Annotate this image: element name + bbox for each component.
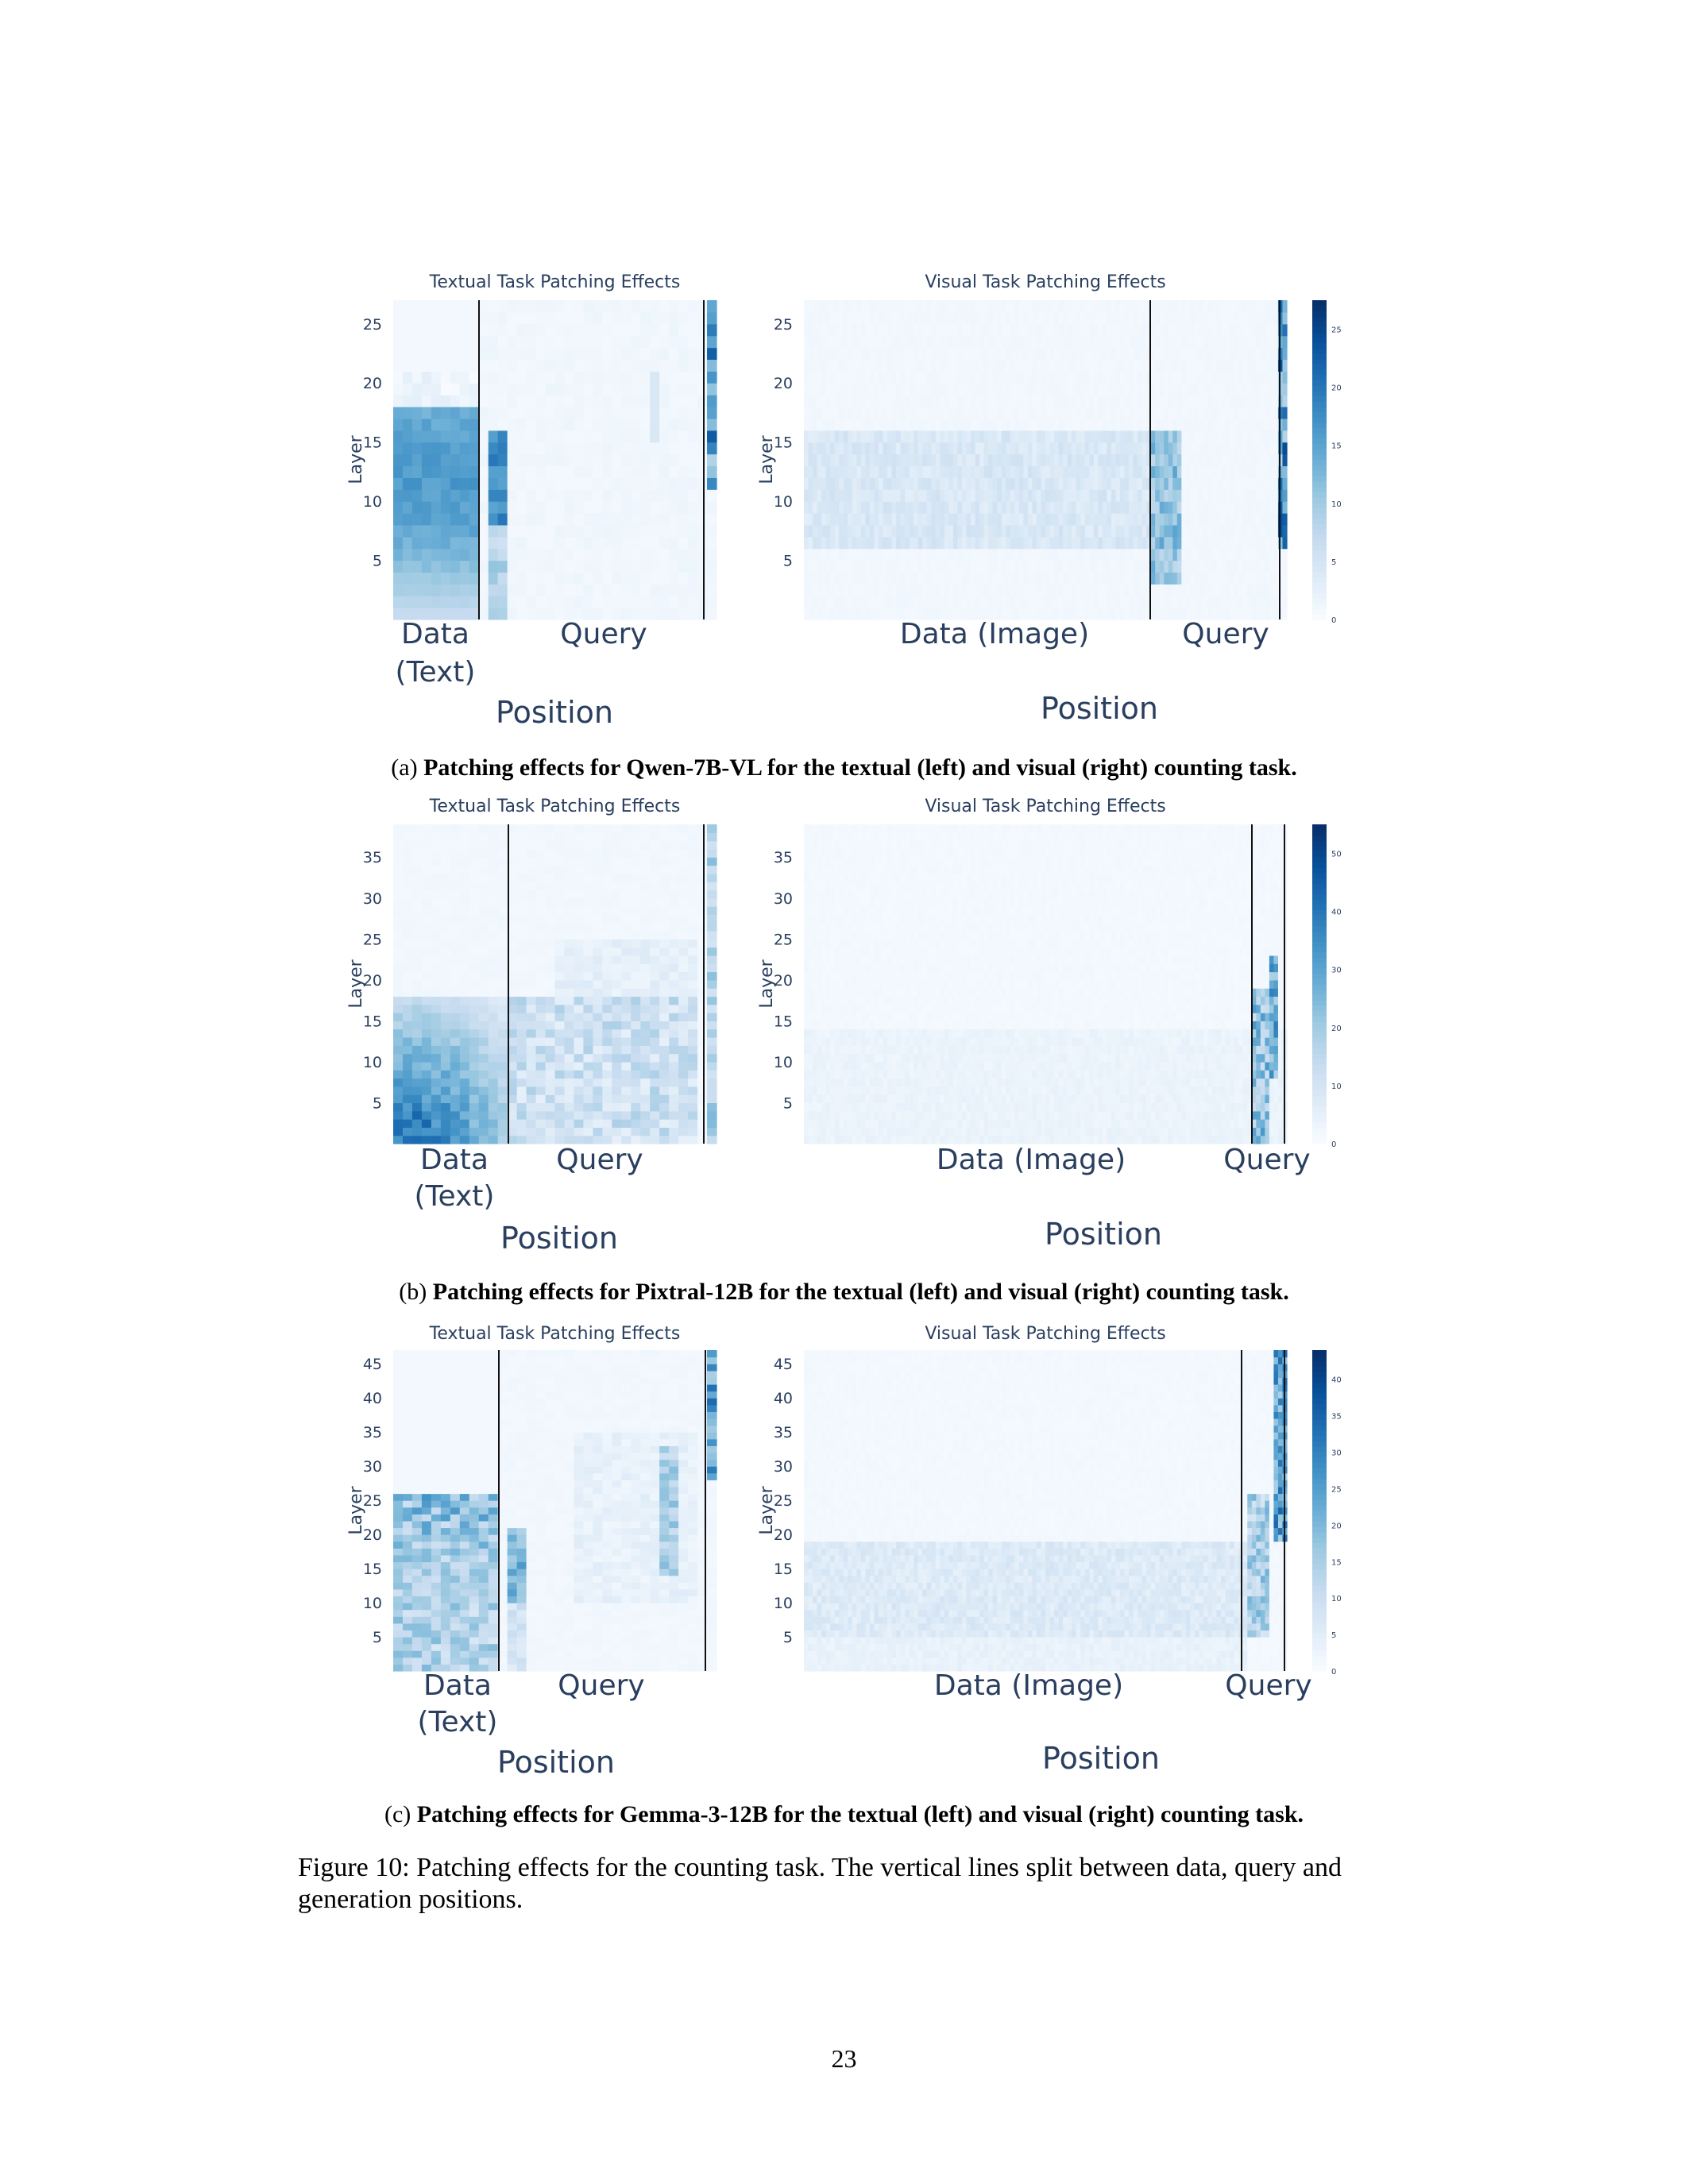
colorbar	[1312, 1350, 1342, 1677]
y-tick-label: 5	[372, 552, 382, 570]
y-tick-label: 10	[773, 1595, 793, 1613]
y-tick-label: 25	[773, 1492, 793, 1511]
y-tick-label: 10	[362, 1595, 382, 1613]
chart-title: Textual Task Patching Effects	[429, 797, 681, 816]
region-label-data: (Text)	[417, 1706, 498, 1738]
colorbar-tick-label: 15	[1331, 442, 1342, 451]
y-tick-label: 5	[782, 1094, 793, 1113]
colorbar-tick-label: 50	[1331, 850, 1342, 859]
x-axis-label: Position	[500, 1221, 618, 1256]
y-tick-label: 40	[362, 1390, 382, 1408]
x-axis-label: Position	[1042, 1741, 1160, 1776]
textual-heatmap	[346, 1324, 717, 1780]
y-tick-label: 20	[362, 1526, 382, 1545]
y-tick-label: 20	[773, 1526, 793, 1545]
colorbar-tick-label: 15	[1331, 1558, 1342, 1568]
y-tick-label: 20	[362, 971, 382, 990]
chart-title: Visual Task Patching Effects	[925, 797, 1166, 816]
y-tick-label: 10	[362, 1053, 382, 1071]
colorbar-tick-label: 20	[1331, 384, 1342, 393]
colorbar-tick-label: 40	[1331, 1376, 1342, 1385]
colorbar-tick-label: 30	[1331, 1449, 1342, 1458]
y-tick-label: 30	[362, 889, 382, 908]
colorbar-tick-label: 10	[1331, 1595, 1342, 1604]
caption-c	[0, 1801, 1688, 1828]
y-tick-label: 10	[773, 1053, 793, 1071]
y-tick-label: 15	[362, 1013, 382, 1031]
y-tick-label: 20	[773, 375, 793, 393]
y-tick-label: 45	[773, 1356, 793, 1374]
y-tick-label: 40	[773, 1390, 793, 1408]
chart-title: Textual Task Patching Effects	[429, 272, 681, 292]
y-tick-label: 35	[362, 849, 382, 867]
x-axis-label: Position	[1041, 691, 1158, 726]
colorbar-tick-label: 35	[1331, 1412, 1342, 1422]
caption-b-label: (b)	[399, 1279, 427, 1305]
y-tick-label: 10	[773, 493, 793, 511]
region-label-data: Data (Image)	[899, 618, 1090, 650]
y-tick-label: 5	[372, 1094, 382, 1113]
x-axis-label: Position	[1045, 1217, 1162, 1252]
y-axis-label: Layer	[757, 959, 777, 1009]
region-label-data: (Text)	[395, 656, 476, 689]
y-tick-label: 25	[362, 1492, 382, 1511]
region-label-query: Query	[560, 618, 647, 650]
colorbar-tick-label: 5	[1331, 1631, 1337, 1641]
caption-b-text: Patching effects for Pixtral-12B for the textual (left) and visual (right) counting task.	[432, 1279, 1289, 1305]
region-label-data: (Text)	[414, 1180, 495, 1213]
x-axis-label: Position	[496, 695, 613, 730]
y-tick-label: 5	[372, 1629, 382, 1647]
region-label-query: Query	[558, 1669, 645, 1702]
colorbar-tick-label: 20	[1331, 1522, 1342, 1531]
colorbar-tick-label: 25	[1331, 326, 1342, 335]
region-label-data: Data	[420, 1144, 489, 1176]
y-tick-label: 30	[362, 1458, 382, 1476]
figure-caption: Figure 10: Patching effects for the counting task. The vertical lines split between data, query and generation positions.	[298, 1853, 1342, 1914]
colorbar-tick-label: 20	[1331, 1024, 1342, 1033]
y-tick-label: 20	[773, 971, 793, 990]
y-axis-label: Layer	[346, 1486, 366, 1535]
colorbar-tick-label: 0	[1331, 1668, 1337, 1677]
colorbar-tick-label: 0	[1331, 1140, 1337, 1149]
y-tick-label: 30	[773, 1458, 793, 1476]
region-label-query: Query	[1225, 1669, 1312, 1702]
y-tick-label: 15	[773, 434, 793, 452]
region-label-data: Data (Image)	[933, 1669, 1124, 1702]
colorbar-tick-label: 10	[1331, 1082, 1342, 1091]
y-axis-label: Layer	[757, 435, 777, 484]
caption-a-label: (a)	[391, 754, 418, 781]
y-tick-label: 20	[362, 375, 382, 393]
visual-heatmap	[757, 1324, 1312, 1776]
y-tick-label: 35	[773, 1424, 793, 1442]
region-label-query: Query	[1223, 1144, 1311, 1176]
y-tick-label: 25	[773, 931, 793, 949]
region-label-query: Query	[556, 1144, 643, 1176]
y-axis-label: Layer	[346, 435, 366, 484]
caption-c-text: Patching effects for Gemma-3-12B for the textual (left) and visual (right) counting task.	[416, 1801, 1304, 1827]
region-label-data: Data	[401, 618, 469, 650]
y-tick-label: 10	[362, 493, 382, 511]
chart-title: Visual Task Patching Effects	[925, 272, 1166, 292]
chart-title: Visual Task Patching Effects	[925, 1324, 1166, 1344]
y-tick-label: 35	[362, 1424, 382, 1442]
x-axis-label: Position	[497, 1745, 615, 1780]
colorbar-tick-label: 5	[1331, 558, 1337, 567]
chart-title: Textual Task Patching Effects	[429, 1324, 681, 1344]
y-tick-label: 45	[362, 1356, 382, 1374]
colorbar-tick-label: 40	[1331, 908, 1342, 917]
y-tick-label: 25	[773, 315, 793, 334]
y-axis-label: Layer	[757, 1486, 777, 1535]
region-label-data: Data	[423, 1669, 492, 1702]
y-tick-label: 15	[773, 1013, 793, 1031]
page-number: 23	[831, 2044, 857, 2073]
y-tick-label: 5	[782, 552, 793, 570]
y-tick-label: 35	[773, 849, 793, 867]
y-tick-label: 25	[362, 931, 382, 949]
colorbar-tick-label: 0	[1331, 616, 1337, 625]
heatmap-cells	[804, 1350, 1288, 1672]
y-tick-label: 5	[782, 1629, 793, 1647]
y-tick-label: 15	[773, 1561, 793, 1579]
region-label-query: Query	[1182, 618, 1269, 650]
y-tick-label: 15	[362, 434, 382, 452]
caption-a-text: Patching effects for Qwen-7B-VL for the textual (left) and visual (right) counting task.	[423, 754, 1297, 781]
heatmap-cells	[393, 1350, 717, 1672]
colorbar-tick-label: 30	[1331, 966, 1342, 975]
y-tick-label: 30	[773, 889, 793, 908]
y-axis-label: Layer	[346, 959, 366, 1009]
colorbar-tick-label: 10	[1331, 500, 1342, 509]
caption-c-label: (c)	[384, 1801, 411, 1827]
region-label-data: Data (Image)	[936, 1144, 1126, 1176]
colorbar-tick-label: 25	[1331, 1485, 1342, 1495]
y-tick-label: 25	[362, 315, 382, 334]
y-tick-label: 15	[362, 1561, 382, 1579]
